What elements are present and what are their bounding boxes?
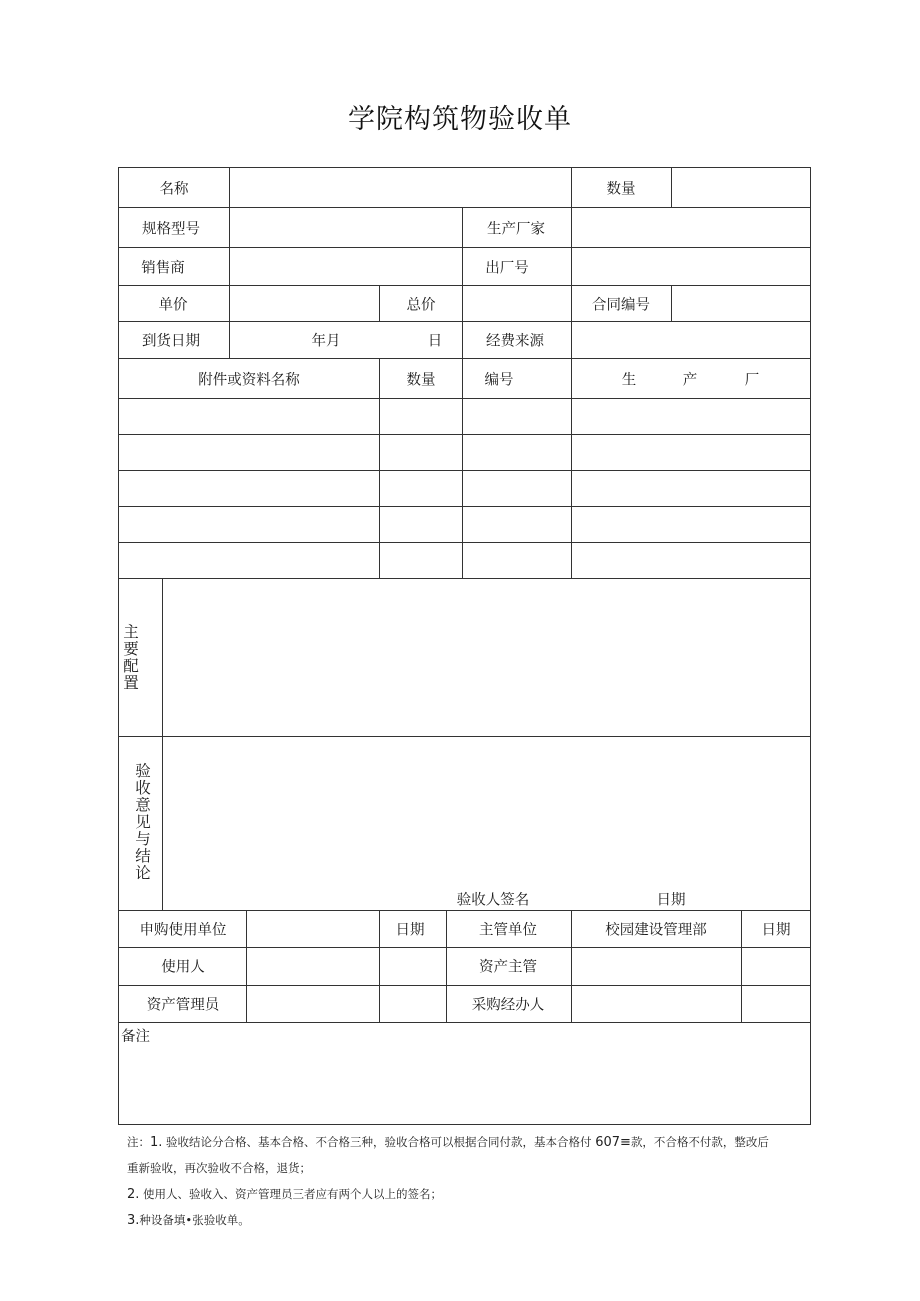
row-line [118, 910, 811, 911]
row-line [118, 285, 811, 286]
table-border-bottom [118, 1124, 811, 1125]
col-line [446, 910, 447, 1022]
row-line [118, 247, 811, 248]
note-1-number: 1. [150, 1135, 163, 1150]
table-border-left [118, 167, 119, 1125]
quantity-label: 数量 [606, 181, 636, 198]
table-border-top [118, 167, 811, 168]
supervisor-unit-label: 主管单位 [479, 922, 537, 939]
attachment-qty-header: 数量 [406, 372, 436, 389]
col-line [741, 910, 742, 1022]
maker-header-char-2: 产 [682, 372, 698, 389]
maker-header-char-1: 生 [621, 372, 637, 389]
manufacturer-label: 生产厂家 [487, 221, 545, 238]
inspector-signature-label: 验收人签名 [456, 892, 530, 909]
col-line [462, 207, 463, 358]
col-line [379, 358, 380, 578]
col-line [671, 167, 672, 208]
asset-supervisor-label: 资产主管 [479, 959, 537, 976]
row-line [118, 578, 811, 579]
remarks-label: 备注 [121, 1029, 150, 1045]
purchase-unit-label: 申购使用单位 [139, 922, 227, 939]
attachment-name-header: 附件或资料名称 [198, 372, 300, 389]
row-line [118, 947, 811, 948]
row-line [118, 398, 811, 399]
unit-price-label: 单价 [158, 297, 188, 314]
asset-admin-label: 资产管理员 [146, 997, 220, 1014]
col-line [162, 578, 163, 910]
name-label: 名称 [159, 181, 189, 198]
note-3-text: 种设备填•张验收单。 [139, 1213, 250, 1227]
table-border-right [810, 167, 811, 1125]
year-month-label: 年月 [311, 333, 341, 350]
page-title: 学院构筑物验收单 [348, 104, 572, 135]
row-line [118, 985, 811, 986]
serial-label: 出厂号 [485, 260, 529, 277]
note-1-text-b: 款，不合格不付款，整改后 [630, 1135, 769, 1149]
row-line [118, 542, 811, 543]
campus-dept-label: 校园建设管理部 [605, 922, 707, 939]
total-price-label: 总价 [406, 297, 436, 314]
attachment-number-header: 编号 [484, 372, 514, 389]
note-1-text-a: 验收结论分合格、基本合格、不合格三种，验收合格可以根据合同付款，基本合格付 [162, 1135, 596, 1149]
col-line [571, 910, 572, 1022]
row-line [118, 470, 811, 471]
row-line [118, 321, 811, 322]
note-3-number: 3. [127, 1213, 140, 1228]
note-1 [127, 1134, 769, 1150]
date-label-1: 日期 [395, 922, 425, 939]
col-line [379, 285, 380, 322]
col-line [571, 207, 572, 358]
note-2-text: 使用人、验收入、资产管理员三者应有两个人以上的签名； [139, 1187, 443, 1201]
row-line [118, 434, 811, 435]
user-label: 使用人 [161, 959, 205, 976]
col-line [229, 167, 230, 358]
col-line [571, 167, 572, 208]
note-2 [127, 1186, 442, 1202]
col-line [671, 285, 672, 322]
spec-label: 规格型号 [142, 221, 200, 238]
note-1-prefix: 注： [127, 1135, 150, 1149]
fund-source-label: 经费来源 [486, 333, 544, 350]
note-2-number: 2. [127, 1187, 140, 1202]
opinion-conclusion-label: 验收意见与结论 [135, 762, 151, 882]
main-config-label: 主要配置 [123, 623, 139, 692]
day-label: 日 [427, 333, 443, 350]
row-line [118, 207, 811, 208]
col-line [462, 358, 463, 578]
col-line [246, 910, 247, 1022]
row-line [118, 736, 811, 737]
note-1-continued: 重新验收，再次验收不合格，退货； [127, 1161, 311, 1175]
date-label-2: 日期 [761, 922, 791, 939]
col-line [379, 910, 380, 1022]
arrival-date-label: 到货日期 [142, 333, 200, 350]
row-line [118, 506, 811, 507]
maker-header-char-3: 厂 [744, 372, 760, 389]
col-line [571, 358, 572, 578]
seller-label: 销售商 [141, 260, 185, 277]
purchaser-label: 采购经办人 [471, 997, 545, 1014]
note-3 [127, 1212, 250, 1228]
row-line [118, 1022, 811, 1023]
row-line [118, 358, 811, 359]
opinion-date-label: 日期 [656, 892, 686, 909]
contract-number-label: 合同编号 [592, 297, 650, 314]
note-1-code: 607≡ [595, 1135, 631, 1150]
